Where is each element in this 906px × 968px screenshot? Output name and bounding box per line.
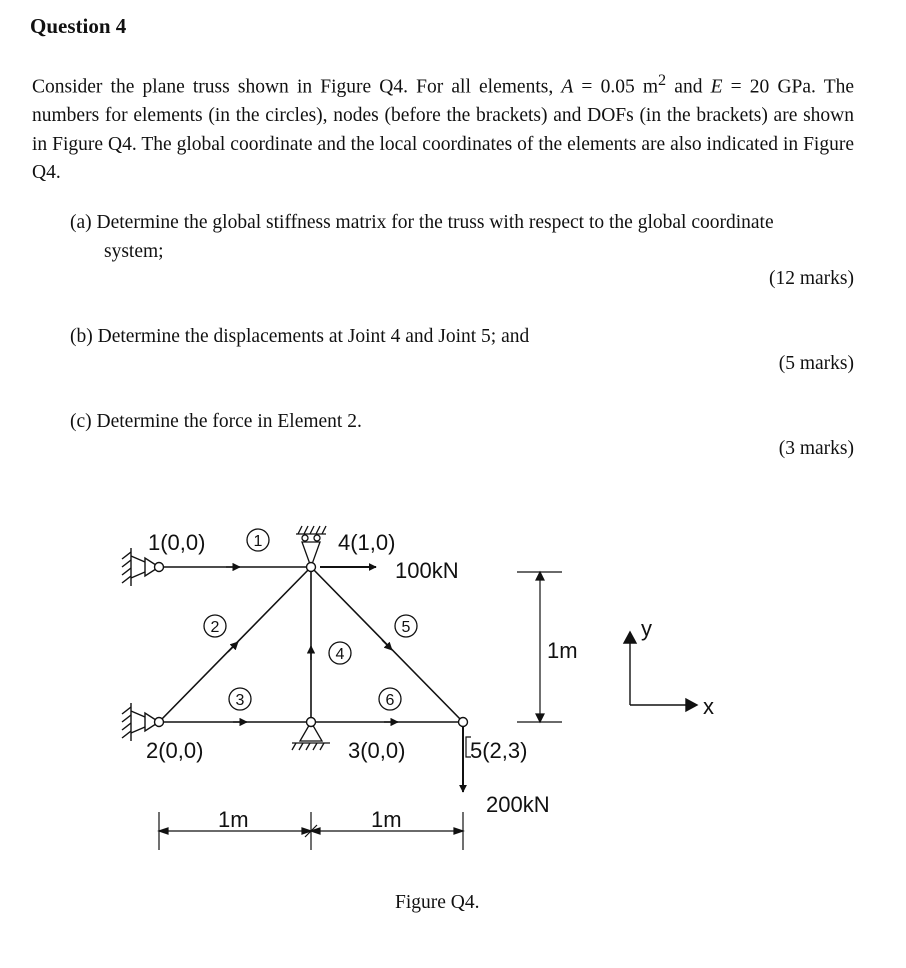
roller-support-node-4 bbox=[296, 526, 326, 567]
part-c-text: Determine the force in Element 2. bbox=[96, 411, 362, 432]
element-label-1: 1 bbox=[253, 533, 263, 550]
axis-x-label: x bbox=[703, 694, 714, 719]
joint-4 bbox=[307, 563, 316, 572]
part-b-marks: (5 marks) bbox=[778, 353, 854, 374]
span-dimension bbox=[159, 812, 463, 850]
joint-3 bbox=[307, 718, 316, 727]
pin-support-node-2 bbox=[122, 703, 159, 741]
element-label-4: 4 bbox=[335, 646, 345, 663]
part-c-marks: (3 marks) bbox=[778, 438, 854, 459]
part-b-label: (b) bbox=[70, 326, 93, 347]
span-dimension-label-1: 1m bbox=[218, 807, 249, 832]
node-label-1: 1(0,0) bbox=[148, 530, 206, 555]
part-a bbox=[70, 208, 854, 266]
area-symbol: A bbox=[561, 76, 574, 98]
part-c-label: (c) bbox=[70, 411, 92, 432]
joint-1 bbox=[155, 563, 164, 572]
part-a-text: Determine the global stiffness matrix for the truss with respect to the global coordinate bbox=[96, 212, 774, 233]
element-label-5: 5 bbox=[401, 619, 411, 636]
local-dir-arrow-2 bbox=[228, 642, 238, 652]
load-100kn-label: 100kN bbox=[395, 558, 459, 583]
joint-2 bbox=[155, 718, 164, 727]
question-intro: Consider the plane truss shown in Figure Q4. For all elements, A = 0.05 $m^2$ and E = 20 GPa. The numbers for elements (in the circles), nodes (before the brackets) and DOFs (in the brackets) are shown in Figure Q4. The global coordinate and the local coordinates of the elements are also indicated in Figure Q4. bbox=[32, 71, 855, 183]
figure-caption: Figure Q4. bbox=[395, 892, 480, 913]
global-axes bbox=[624, 632, 697, 711]
node-label-5: 5(2,3) bbox=[470, 738, 528, 763]
part-b-text: Determine the displacements at Joint 4 and Joint 5; and bbox=[97, 326, 530, 347]
joint-5 bbox=[459, 718, 468, 727]
part-a-label: (a) bbox=[70, 212, 92, 233]
element-label-2: 2 bbox=[210, 619, 220, 636]
part-b bbox=[70, 322, 854, 351]
load-200kn-label: 200kN bbox=[486, 792, 550, 817]
modulus-symbol: E bbox=[710, 76, 723, 98]
node-label-2: 2(0,0) bbox=[146, 738, 204, 763]
question-heading: Question 4 bbox=[30, 14, 127, 38]
node-label-4: 4(1,0) bbox=[338, 530, 396, 555]
part-c bbox=[70, 407, 854, 436]
truss-figure bbox=[0, 500, 906, 880]
height-dimension-label: 1m bbox=[547, 638, 578, 663]
element-label-6: 6 bbox=[385, 692, 395, 709]
axis-y-label: y bbox=[641, 616, 652, 641]
node-label-3: 3(0,0) bbox=[348, 738, 406, 763]
span-dimension-label-2: 1m bbox=[371, 807, 402, 832]
local-dir-arrow-5 bbox=[382, 640, 392, 650]
part-a-marks: (12 marks) bbox=[768, 268, 854, 289]
part-a-text-cont: system; bbox=[104, 241, 164, 262]
element-label-3: 3 bbox=[235, 692, 245, 709]
